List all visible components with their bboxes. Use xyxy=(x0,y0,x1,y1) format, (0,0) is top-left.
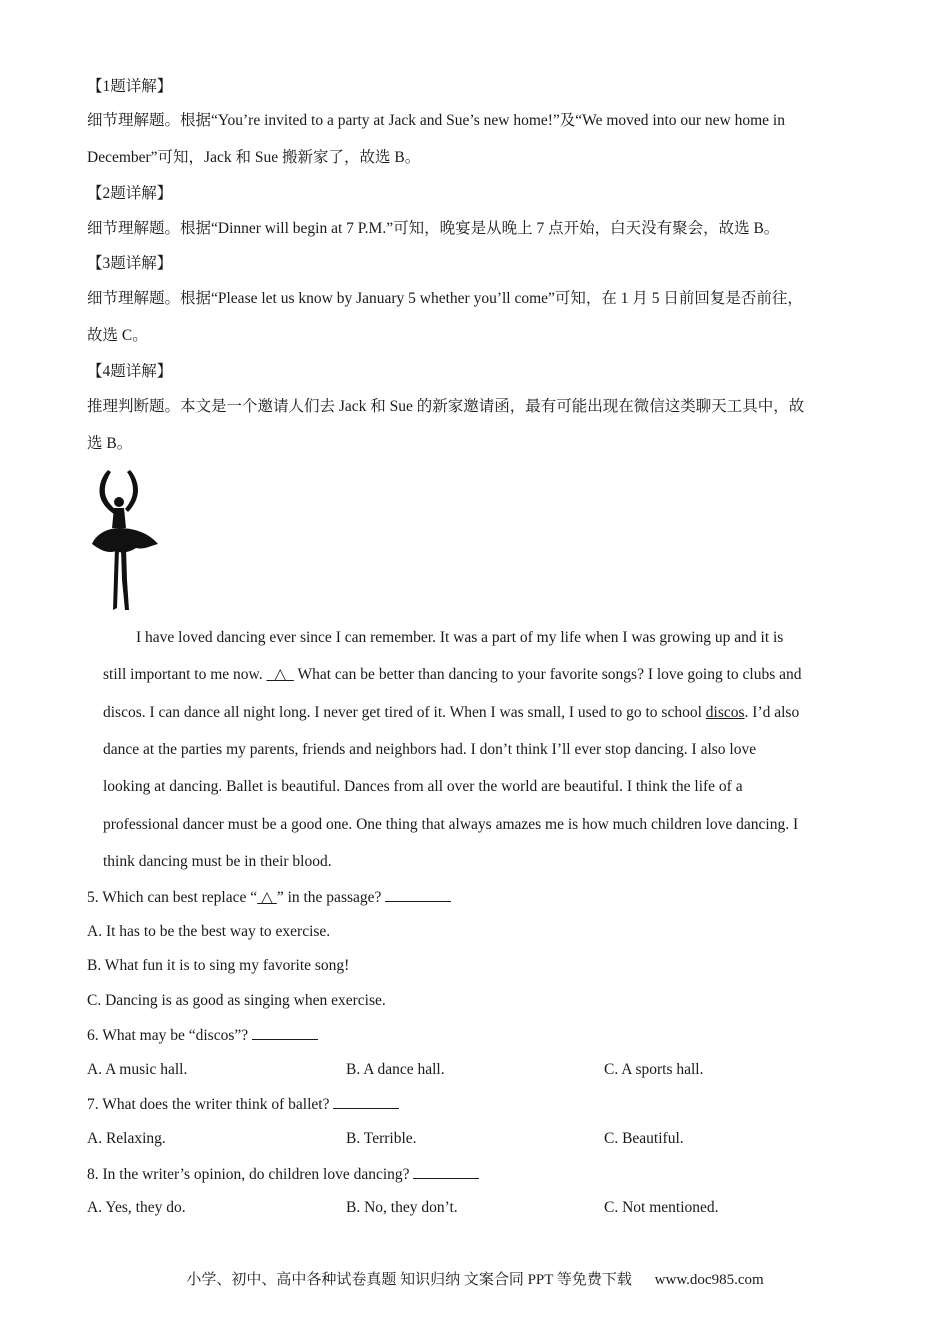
passage-line-7: think dancing must be in their blood. xyxy=(103,853,332,870)
answer-blank xyxy=(413,1164,479,1179)
question-8: 8. In the writer’s opinion, do children love dancing? xyxy=(87,1164,479,1185)
question-6: 6. What may be “discos”? xyxy=(87,1025,318,1046)
answer-blank xyxy=(385,887,451,902)
question-5-triangle: △ xyxy=(261,889,273,906)
explanation-1-line-2: December”可知，Jack 和 Sue 搬新家了，故选 B。 xyxy=(87,149,421,166)
question-8-option-c: C. Not mentioned. xyxy=(604,1199,719,1216)
page-footer xyxy=(0,1268,950,1289)
passage-line-4: dance at the parties my parents, friends and neighbors had. I don’t think I’ll ever stop dancing. I also love xyxy=(103,741,757,758)
explanation-3-header: 【3题详解】 xyxy=(87,255,173,272)
passage-line-6: professional dancer must be a good one. One thing that always amazes me is how much children love dancing. I xyxy=(103,816,799,833)
question-6-option-b: B. A dance hall. xyxy=(346,1061,445,1078)
question-7-option-c: C. Beautiful. xyxy=(604,1130,684,1147)
explanation-4-header: 【4题详解】 xyxy=(87,363,173,380)
question-8-option-b: B. No, they don’t. xyxy=(346,1199,458,1216)
question-6-option-a: A. A music hall. xyxy=(87,1061,188,1078)
question-7-option-b: B. Terrible. xyxy=(346,1130,417,1147)
explanation-1-header: 【1题详解】 xyxy=(87,78,173,95)
ballerina-silhouette-image xyxy=(86,468,162,614)
explanation-2-header: 【2题详解】 xyxy=(87,185,173,202)
question-7-option-a: A. Relaxing. xyxy=(87,1130,166,1147)
footer-text: 小学、初中、高中各种试卷真题 知识归纳 文案合同 PPT 等免费下载 xyxy=(186,1272,632,1288)
blank-triangle: △ xyxy=(274,666,287,683)
question-5-option-c: C. Dancing is as good as singing when exercise. xyxy=(87,992,386,1009)
explanation-4-line-1: 推理判断题。本文是一个邀请人们去 Jack 和 Sue 的新家邀请函，最有可能出现在微信这类聊天工具中，故 xyxy=(87,398,805,415)
footer-url-link[interactable]: www.doc985.com xyxy=(654,1272,764,1288)
answer-blank xyxy=(252,1025,318,1040)
passage-line-2: still important to me now. △ What can be better than dancing to your favorite songs? I love going to clubs and xyxy=(103,666,802,683)
question-5-option-b: B. What fun it is to sing my favorite song! xyxy=(87,957,350,974)
explanation-3-line-2: 故选 C。 xyxy=(87,327,148,344)
passage-line-5: looking at dancing. Ballet is beautiful. Dances from all over the world are beautiful. I think the life of a xyxy=(103,778,743,795)
explanation-2-line-1: 细节理解题。根据“Dinner will begin at 7 P.M.”可知，晚宴是从晚上 7 点开始，白天没有聚会，故选 B。 xyxy=(87,220,780,237)
question-8-option-a: A. Yes, they do. xyxy=(87,1199,186,1216)
passage-line-1: I have loved dancing ever since I can remember. It was a part of my life when I was growing up and it is xyxy=(136,629,784,646)
answer-blank xyxy=(333,1094,399,1109)
passage-line-3: discos. I can dance all night long. I never get tired of it. When I was small, I used to go to school discos. I’d also xyxy=(103,704,800,721)
question-5: 5. Which can best replace “ △ ” in the passage? xyxy=(87,887,451,908)
question-6-option-c: C. A sports hall. xyxy=(604,1061,704,1078)
explanation-4-line-2: 选 B。 xyxy=(87,435,133,452)
question-5-option-a: A. It has to be the best way to exercise. xyxy=(87,923,331,940)
question-7: 7. What does the writer think of ballet? xyxy=(87,1094,399,1115)
explanation-1-line-1: 细节理解题。根据“You’re invited to a party at Jack and Sue’s new home!”及“We moved into our new home in xyxy=(87,112,785,129)
underlined-word-discos: discos xyxy=(705,704,745,721)
explanation-3-line-1: 细节理解题。根据“Please let us know by January 5 whether you’ll come”可知，在 1 月 5 日前回复是否前往， xyxy=(87,290,803,307)
